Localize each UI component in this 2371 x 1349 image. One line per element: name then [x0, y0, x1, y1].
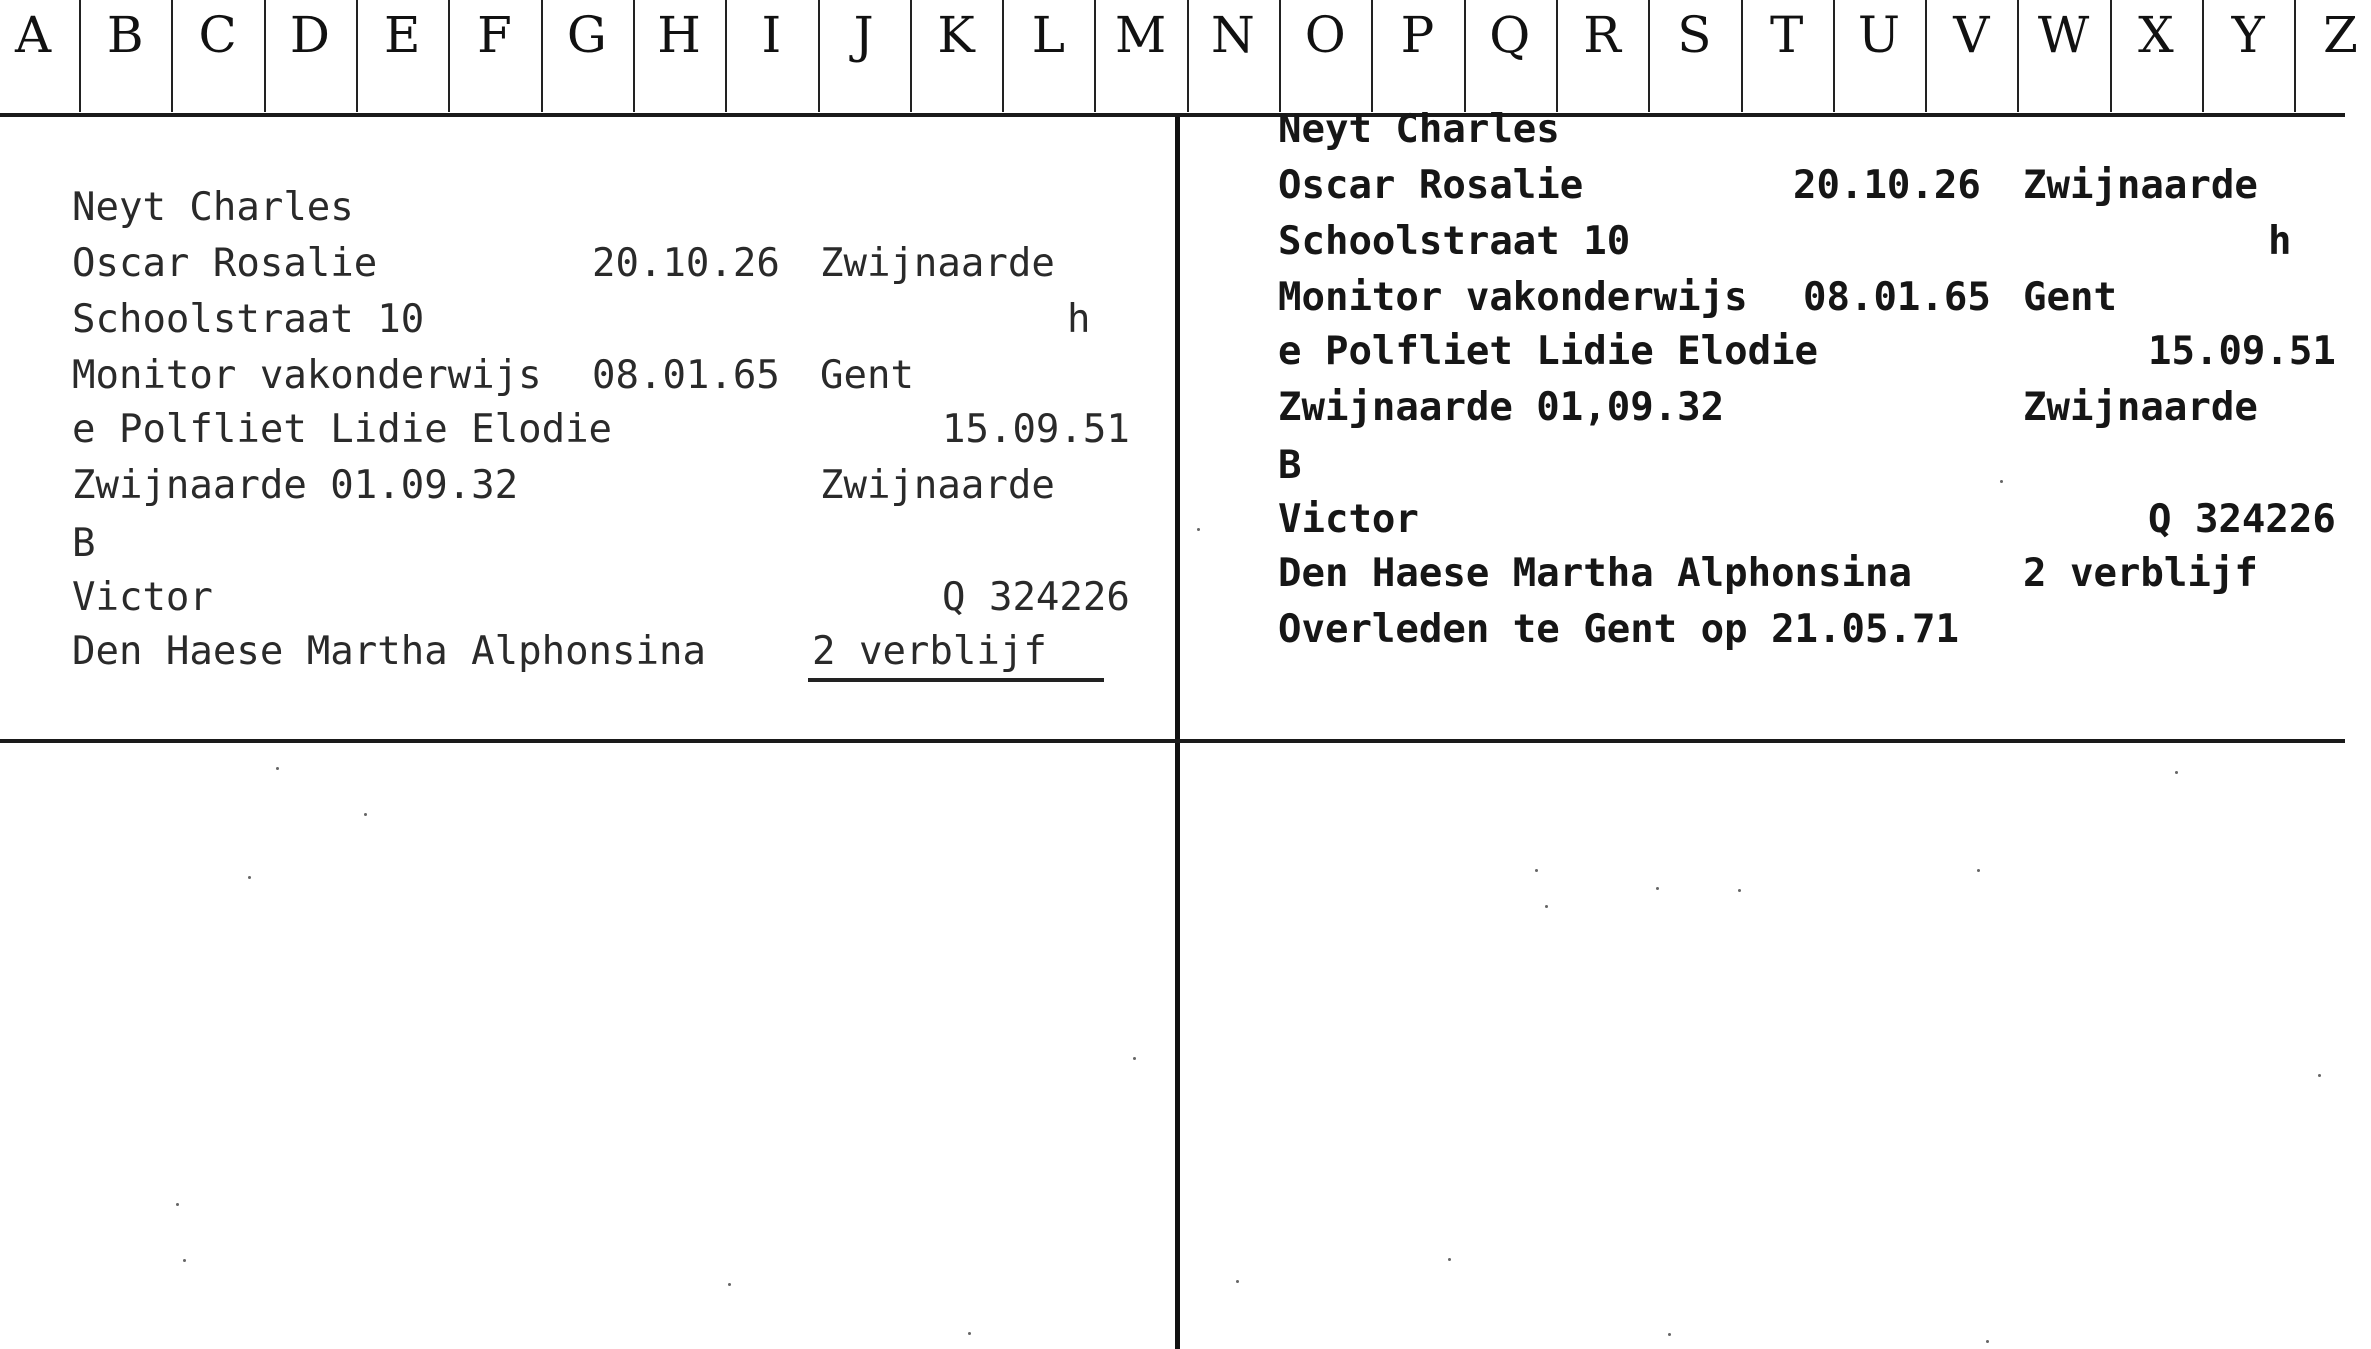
card-field: 20.10.26 — [1793, 163, 1981, 208]
index-letter-x: X — [2138, 6, 2174, 64]
index-letter-s: S — [1677, 6, 1712, 64]
index-letter-j: J — [853, 6, 874, 64]
index-letter-i: I — [761, 6, 782, 64]
speck — [248, 876, 251, 879]
index-separator — [1279, 0, 1281, 112]
card-field: Gent — [820, 353, 914, 398]
index-separator — [1648, 0, 1650, 112]
card-field: 08.01.65 — [592, 353, 780, 398]
card-field: Q 324226 — [942, 575, 1130, 620]
index-separator — [448, 0, 450, 112]
index-separator — [725, 0, 727, 112]
card-field: e Polfliet Lidie Elodie — [72, 407, 613, 452]
index-letter-o: O — [1304, 6, 1346, 64]
speck — [1535, 869, 1538, 872]
speck — [968, 1332, 971, 1335]
speck — [1656, 887, 1659, 890]
index-separator — [633, 0, 635, 112]
speck — [1986, 1340, 1989, 1343]
card-field: Neyt Charles — [72, 185, 354, 230]
index-letter-e: E — [383, 6, 421, 64]
card-field: Monitor vakonderwijs — [72, 353, 542, 398]
index-letter-h: H — [657, 6, 701, 64]
card-field: 20.10.26 — [592, 241, 780, 286]
card-field: Den Haese Martha Alphonsina — [72, 629, 706, 674]
speck — [1133, 1057, 1136, 1060]
card-field: Neyt Charles — [1278, 107, 1560, 152]
card-field: Oscar Rosalie — [72, 241, 378, 286]
index-letter-k: K — [937, 6, 975, 64]
card-field: Zwijnaarde — [820, 241, 1055, 286]
speck — [2318, 1074, 2321, 1077]
record-card-right — [1278, 108, 2343, 668]
index-letter-w: W — [2037, 6, 2090, 64]
index-separator — [1187, 0, 1189, 112]
card-field: Zwijnaarde 01.09.32 — [72, 463, 519, 508]
index-letter-r: R — [1583, 6, 1621, 64]
card-field: Zwijnaarde 01,09.32 — [1278, 385, 1725, 430]
underline — [808, 678, 1104, 682]
card-field: Zwijnaarde — [2023, 385, 2258, 430]
alphabet-index-strip — [0, 0, 2358, 116]
card-field: B — [72, 521, 96, 566]
index-letter-m: M — [1114, 6, 1167, 64]
card-field: Schoolstraat 10 — [72, 297, 425, 342]
card-field: Den Haese Martha Alphonsina — [1278, 551, 1912, 596]
speck — [1668, 1333, 1671, 1336]
card-field: 08.01.65 — [1803, 275, 1991, 320]
index-separator — [2110, 0, 2112, 112]
index-letter-q: Q — [1489, 6, 1531, 64]
card-field: Q 324226 — [2148, 497, 2336, 542]
card-field: Oscar Rosalie — [1278, 163, 1584, 208]
card-field: 15.09.51 — [2148, 329, 2336, 374]
index-letter-g: G — [566, 6, 607, 64]
index-letter-u: U — [1857, 6, 1901, 64]
speck — [1545, 905, 1548, 908]
index-separator — [79, 0, 81, 112]
index-separator — [1002, 0, 1004, 112]
card-field: e Polfliet Lidie Elodie — [1278, 329, 1819, 374]
index-separator — [1556, 0, 1558, 112]
horizontal-rule — [0, 739, 2345, 743]
card-field: 2 verblijf — [812, 629, 1047, 674]
index-separator — [910, 0, 912, 112]
card-field: h — [2268, 219, 2292, 264]
index-letter-v: V — [1953, 6, 1990, 64]
speck — [276, 767, 279, 770]
speck — [2000, 480, 2003, 483]
card-field: Zwijnaarde — [820, 463, 1055, 508]
index-letter-a: A — [14, 6, 52, 64]
index-letter-l: L — [1031, 6, 1065, 64]
index-letter-b: B — [106, 6, 144, 64]
card-field: Zwijnaarde — [2023, 163, 2258, 208]
index-separator — [1741, 0, 1743, 112]
index-separator — [171, 0, 173, 112]
card-field: h — [1067, 297, 1091, 342]
card-field: 15.09.51 — [942, 407, 1130, 452]
speck — [1738, 889, 1741, 892]
index-letter-z: Z — [2323, 6, 2358, 64]
index-letter-t: T — [1770, 6, 1804, 64]
index-separator — [356, 0, 358, 112]
speck — [1197, 528, 1200, 531]
record-card-left — [72, 186, 1152, 706]
speck — [728, 1283, 731, 1286]
index-separator — [1833, 0, 1835, 112]
index-separator — [2294, 0, 2296, 112]
card-field: Monitor vakonderwijs — [1278, 275, 1748, 320]
vertical-divider — [1175, 117, 1180, 1349]
speck — [1448, 1258, 1451, 1261]
index-letter-n: N — [1211, 6, 1255, 64]
index-separator — [1094, 0, 1096, 112]
index-separator — [1371, 0, 1373, 112]
speck — [1977, 869, 1980, 872]
index-separator — [2017, 0, 2019, 112]
index-letter-c: C — [198, 6, 237, 64]
card-field: Overleden te Gent op 21.05.71 — [1278, 607, 1959, 652]
index-letter-y: Y — [2231, 6, 2265, 64]
card-field: Schoolstraat 10 — [1278, 219, 1631, 264]
index-separator — [818, 0, 820, 112]
speck — [1236, 1280, 1239, 1283]
index-letter-p: P — [1400, 6, 1435, 64]
index-separator — [264, 0, 266, 112]
speck — [176, 1203, 179, 1206]
speck — [183, 1259, 186, 1262]
card-field: Victor — [72, 575, 213, 620]
speck — [364, 813, 367, 816]
card-field: Gent — [2023, 275, 2117, 320]
index-separator — [1925, 0, 1927, 112]
index-separator — [541, 0, 543, 112]
card-field: 2 verblijf — [2023, 551, 2258, 596]
index-letter-f: F — [477, 6, 512, 64]
index-separator — [1464, 0, 1466, 112]
speck — [2175, 771, 2178, 774]
index-letter-d: D — [289, 6, 330, 64]
card-field: Victor — [1278, 497, 1419, 542]
index-separator — [2202, 0, 2204, 112]
card-field: B — [1278, 443, 1302, 488]
